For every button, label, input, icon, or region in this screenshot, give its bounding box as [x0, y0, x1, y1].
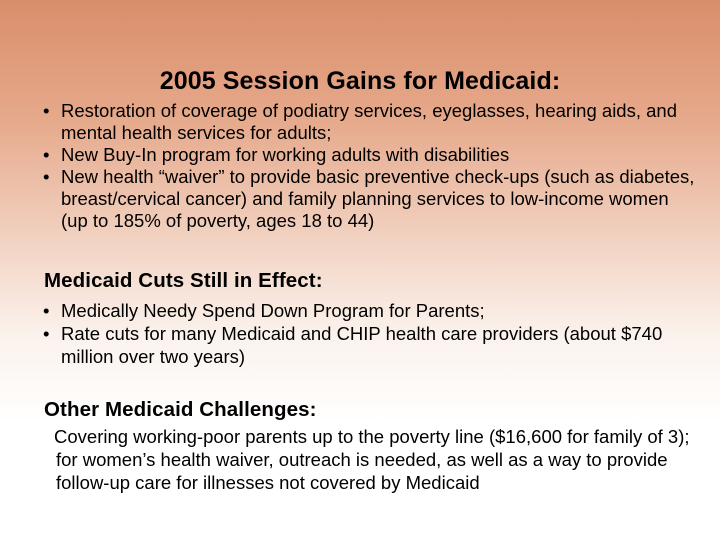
gains-list [48, 100, 698, 232]
cuts-item: • Medically Needy Spend Down Program for Parents; [48, 299, 698, 322]
challenges-text: Covering working-poor parents up to the poverty line ($16,600 for family of 3); for women’s health waiver, outreach is needed, as well as a way to provide follow-up care for illnesses not covered by Medicaid [54, 426, 690, 493]
challenges-heading: Other Medicaid Challenges: [44, 398, 317, 421]
gains-item: • New health “waiver” to provide basic preventive check-ups (such as diabetes, breast/cervical cancer) and family planning services to low-income women (up to 185% of poverty, ages 18 to 44) [48, 166, 698, 232]
slide-title: 2005 Session Gains for Medicaid: [159, 67, 561, 95]
cuts-heading: Medicaid Cuts Still in Effect: [44, 269, 323, 292]
gains-item: • New Buy-In program for working adults with disabilities [48, 144, 698, 166]
gains-item: • Restoration of coverage of podiatry services, eyeglasses, hearing aids, and mental health services for adults; [48, 100, 698, 144]
cuts-item: • Rate cuts for many Medicaid and CHIP health care providers (about $740 million over two years) [48, 322, 698, 368]
cuts-list [48, 299, 698, 368]
